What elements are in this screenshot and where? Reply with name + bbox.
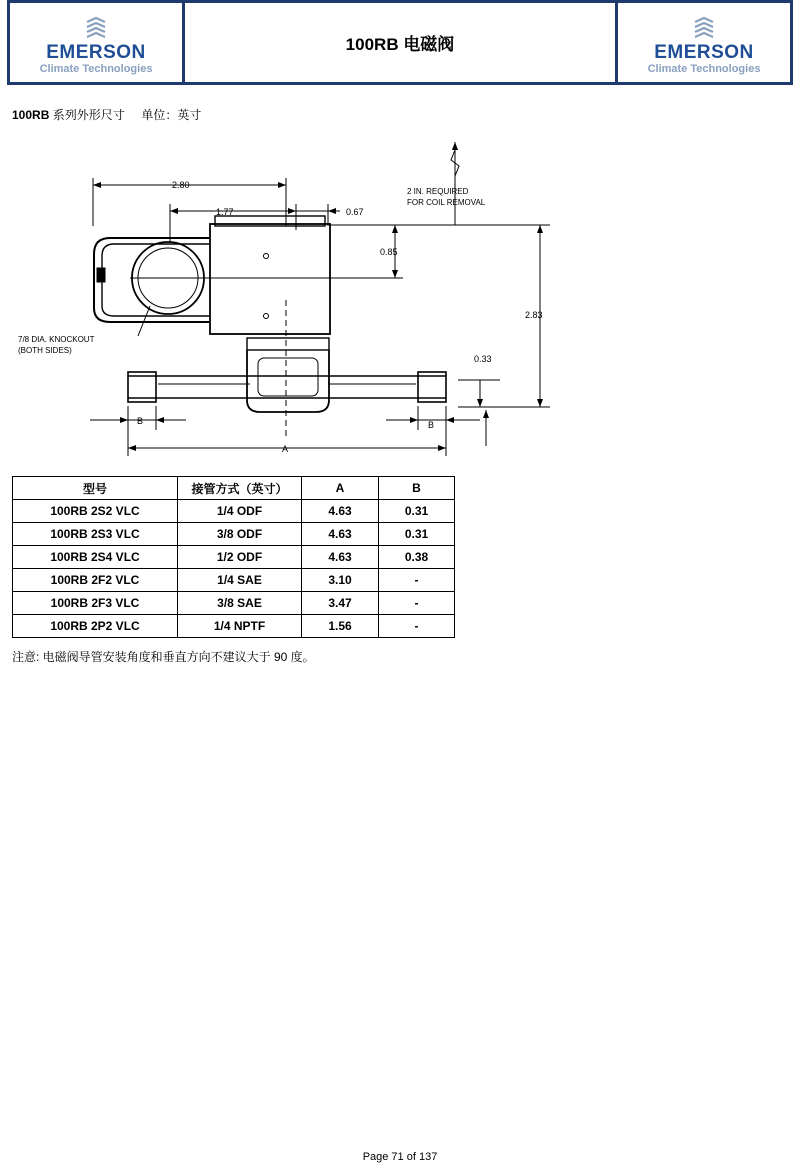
cell-model: 100RB 2F3 VLC (13, 592, 178, 615)
table-row (13, 523, 455, 546)
cell-model: 100RB 2S3 VLC (13, 523, 178, 546)
cell-model: 100RB 2P2 VLC (13, 615, 178, 638)
series-text: 系列外形尺寸 (52, 108, 125, 122)
table-row (13, 615, 455, 638)
cell-a: 4.63 (302, 546, 379, 569)
logo-word: EMERSON (654, 42, 754, 63)
table-row (13, 592, 455, 615)
logo-sub: Climate Technologies (647, 63, 761, 75)
cell-b: 0.31 (379, 500, 455, 523)
col-header-connection: 接管方式（英寸） (178, 477, 302, 500)
cell-a: 4.63 (302, 523, 379, 546)
logo-word: EMERSON (46, 42, 146, 63)
table-header-row (13, 477, 455, 500)
page-title: 100RB 电磁阀 (182, 3, 618, 82)
table-row (13, 500, 455, 523)
emerson-logo-icon (83, 15, 109, 41)
cell-b: 0.38 (379, 546, 455, 569)
cell-a: 1.56 (302, 615, 379, 638)
cell-b: - (379, 592, 455, 615)
cell-model: 100RB 2S2 VLC (13, 500, 178, 523)
cell-a: 3.10 (302, 569, 379, 592)
unit-text: 单位：英寸 (141, 108, 202, 122)
col-header-b: B (379, 477, 455, 500)
table-row (13, 569, 455, 592)
cell-model: 100RB 2F2 VLC (13, 569, 178, 592)
section-subtitle (12, 106, 201, 123)
cell-a: 4.63 (302, 500, 379, 523)
cell-connection: 3/8 ODF (178, 523, 302, 546)
page-number: Page 71 of 137 (362, 1151, 438, 1163)
cell-b: - (379, 615, 455, 638)
cell-connection: 1/4 SAE (178, 569, 302, 592)
cell-connection: 1/2 ODF (178, 546, 302, 569)
knockout-note-line2: (BOTH SIDES) (18, 346, 72, 355)
table-row (13, 546, 455, 569)
cell-connection: 1/4 NPTF (178, 615, 302, 638)
cell-connection: 1/4 ODF (178, 500, 302, 523)
page-header (7, 0, 793, 85)
install-note: 注意: 电磁阀导管安装角度和垂直方向不建议大于 90 度。 (12, 650, 315, 664)
dim-label-a: A (282, 444, 289, 454)
dim-label-b-left: B (137, 416, 144, 426)
dim-label-067: 0.67 (346, 207, 364, 217)
coil-note-line1: 2 IN. REQUIRED (407, 187, 469, 196)
dim-label-177: 1.77 (216, 207, 234, 217)
coil-note-line2: FOR COIL REMOVAL (407, 198, 486, 207)
dim-label-033: 0.33 (474, 354, 492, 364)
dim-label-085: 0.85 (380, 247, 398, 257)
logo-sub: Climate Technologies (39, 63, 153, 75)
col-header-model: 型号 (13, 477, 178, 500)
dimension-drawing (10, 130, 570, 460)
cell-connection: 3/8 SAE (178, 592, 302, 615)
dim-label-b-right: B (428, 420, 435, 430)
spec-table (12, 476, 455, 638)
cell-b: - (379, 569, 455, 592)
col-header-a: A (302, 477, 379, 500)
cell-model: 100RB 2S4 VLC (13, 546, 178, 569)
dim-label-280: 2.80 (172, 180, 190, 190)
logo-left (10, 3, 182, 82)
series-name: 100RB (12, 108, 50, 122)
cell-a: 3.47 (302, 592, 379, 615)
cell-b: 0.31 (379, 523, 455, 546)
emerson-logo-icon (691, 15, 717, 41)
dim-label-283: 2.83 (525, 310, 543, 320)
knockout-note-line1: 7/8 DIA. KNOCKOUT (18, 335, 95, 344)
logo-right (618, 3, 790, 82)
